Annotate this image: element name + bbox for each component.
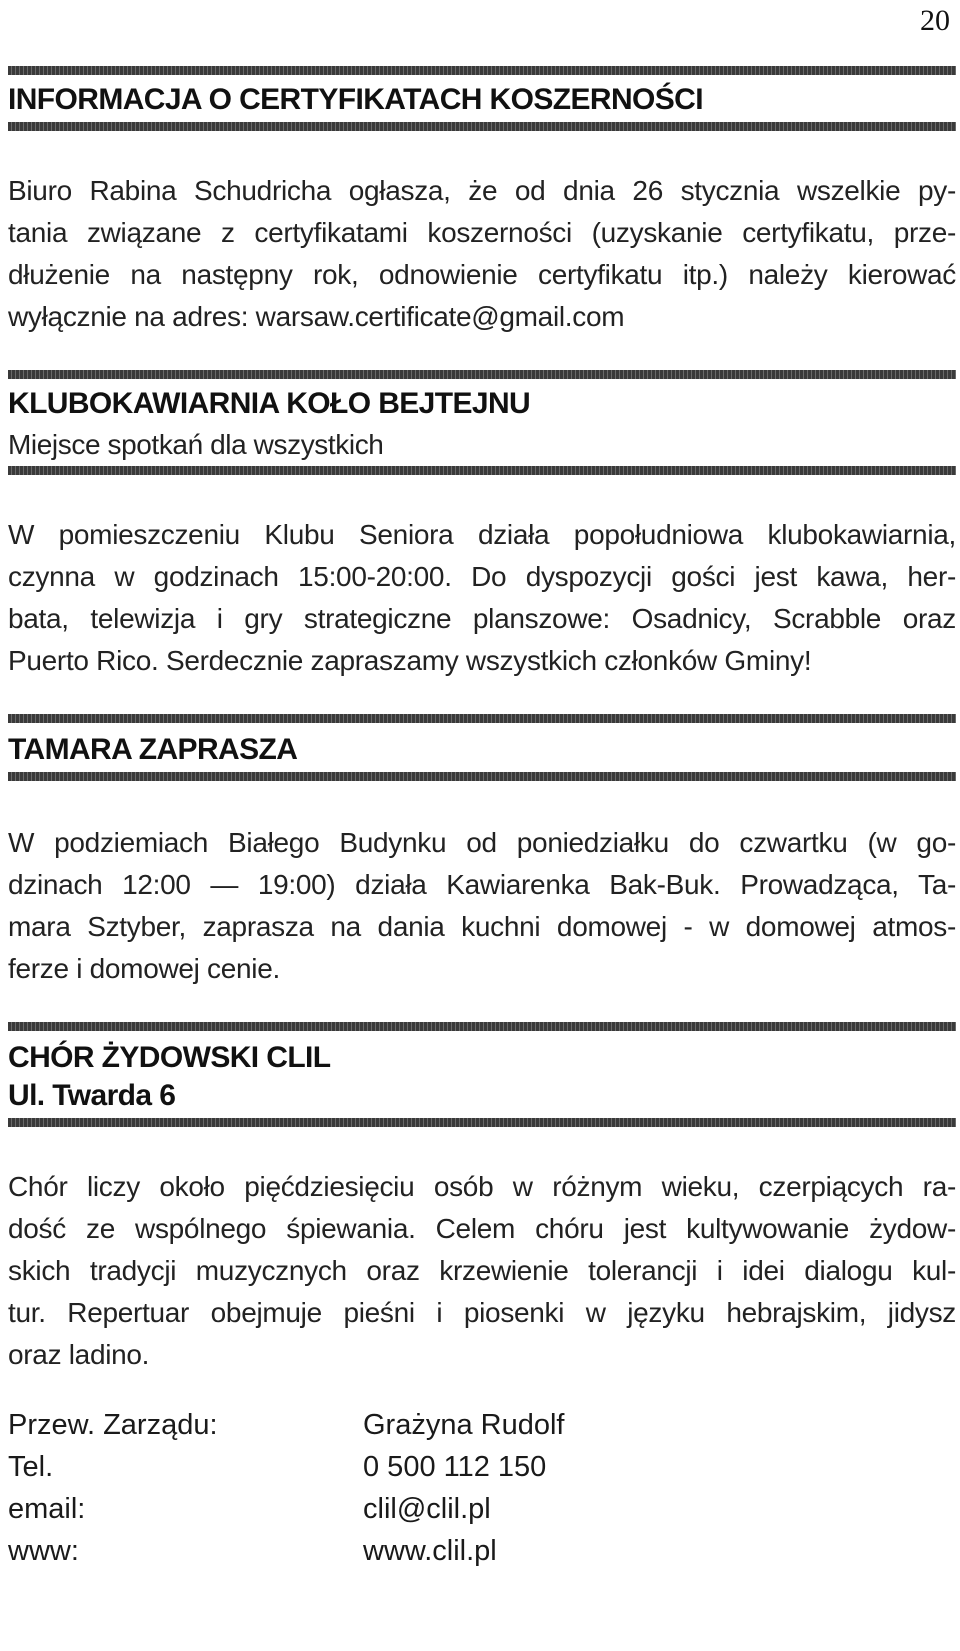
body-line: mara Sztyber, zaprasza na dania kuchni domowej - w domowej atmos- xyxy=(8,911,956,942)
body-line: W pomieszczeniu Klubu Seniora działa popołudniowa klubokawiarnia, xyxy=(8,519,956,550)
section-rule xyxy=(8,66,956,75)
contact-label: email: xyxy=(8,1493,86,1525)
section-body-kosher-certificates xyxy=(8,170,956,338)
section-body-tamara xyxy=(8,822,956,990)
contact-value: 0 500 112 150 xyxy=(363,1451,547,1483)
body-line: bata, telewizja i gry strategiczne planszowe: Osadnicy, Scrabble oraz xyxy=(8,603,956,634)
section-rule xyxy=(8,466,956,475)
body-line: W podziemiach Białego Budynku od poniedziałku do czwartku (w go- xyxy=(8,827,956,858)
contact-label: www: xyxy=(8,1535,79,1567)
body-line: dzinach 12:00 — 19:00) działa Kawiarenka Bak-Buk. Prowadząca, Ta- xyxy=(8,869,956,900)
body-line: oraz ladino. xyxy=(8,1339,150,1370)
section-subheading-cafe-club: Miejsce spotkań dla wszystkich xyxy=(8,429,384,460)
body-line: Puerto Rico. Serdecznie zapraszamy wszystkich członków Gminy! xyxy=(8,645,812,676)
section-rule xyxy=(8,714,956,723)
section-body-choir xyxy=(8,1166,956,1376)
section-rule xyxy=(8,1022,956,1031)
section-heading-choir: CHÓR ŻYDOWSKI CLIL xyxy=(8,1041,331,1074)
section-rule xyxy=(8,122,956,131)
contact-email-link[interactable]: clil@clil.pl xyxy=(363,1493,491,1525)
contact-value: Grażyna Rudolf xyxy=(363,1409,565,1441)
body-line: Biuro Rabina Schudricha ogłasza, że od dnia 26 stycznia wszelkie py- xyxy=(8,175,956,206)
body-line: wyłącznie na adres: warsaw.certificate@gmail.com xyxy=(8,301,625,332)
page-number: 20 xyxy=(920,4,950,37)
body-line: tania związane z certyfikatami koszerności (uzyskanie certyfikatu, prze- xyxy=(8,217,956,248)
contact-label: Przew. Zarządu: xyxy=(8,1409,218,1441)
section-rule xyxy=(8,1118,956,1127)
section-rule xyxy=(8,772,956,781)
section-heading-cafe-club: KLUBOKAWIARNIA KOŁO BEJTEJNU xyxy=(8,387,531,420)
contact-website-link[interactable]: www.clil.pl xyxy=(363,1535,497,1567)
section-rule xyxy=(8,370,956,379)
body-line: ferze i domowej cenie. xyxy=(8,953,280,984)
section-subheading-choir-address: Ul. Twarda 6 xyxy=(8,1079,176,1112)
body-line: dłużenie na następny rok, odnowienie certyfikatu itp.) należy kierować xyxy=(8,259,956,290)
body-line: skich tradycji muzycznych oraz krzewienie tolerancji i idei dialogu kul- xyxy=(8,1255,956,1286)
section-body-cafe-club xyxy=(8,514,956,682)
body-line: dość ze wspólnego śpiewania. Celem chóru jest kultywowanie żydow- xyxy=(8,1213,956,1244)
section-heading-kosher-certificates: INFORMACJA O CERTYFIKATACH KOSZERNOŚCI xyxy=(8,83,703,116)
contact-label: Tel. xyxy=(8,1451,54,1483)
section-heading-tamara: TAMARA ZAPRASZA xyxy=(8,733,298,766)
body-line: tur. Repertuar obejmuje pieśni i piosenki w języku hebrajskim, jidysz xyxy=(8,1297,956,1328)
body-line: czynna w godzinach 15:00-20:00. Do dyspozycji gości jest kawa, her- xyxy=(8,561,956,592)
body-line: Chór liczy około pięćdziesięciu osób w różnym wieku, czerpiących ra- xyxy=(8,1171,956,1202)
